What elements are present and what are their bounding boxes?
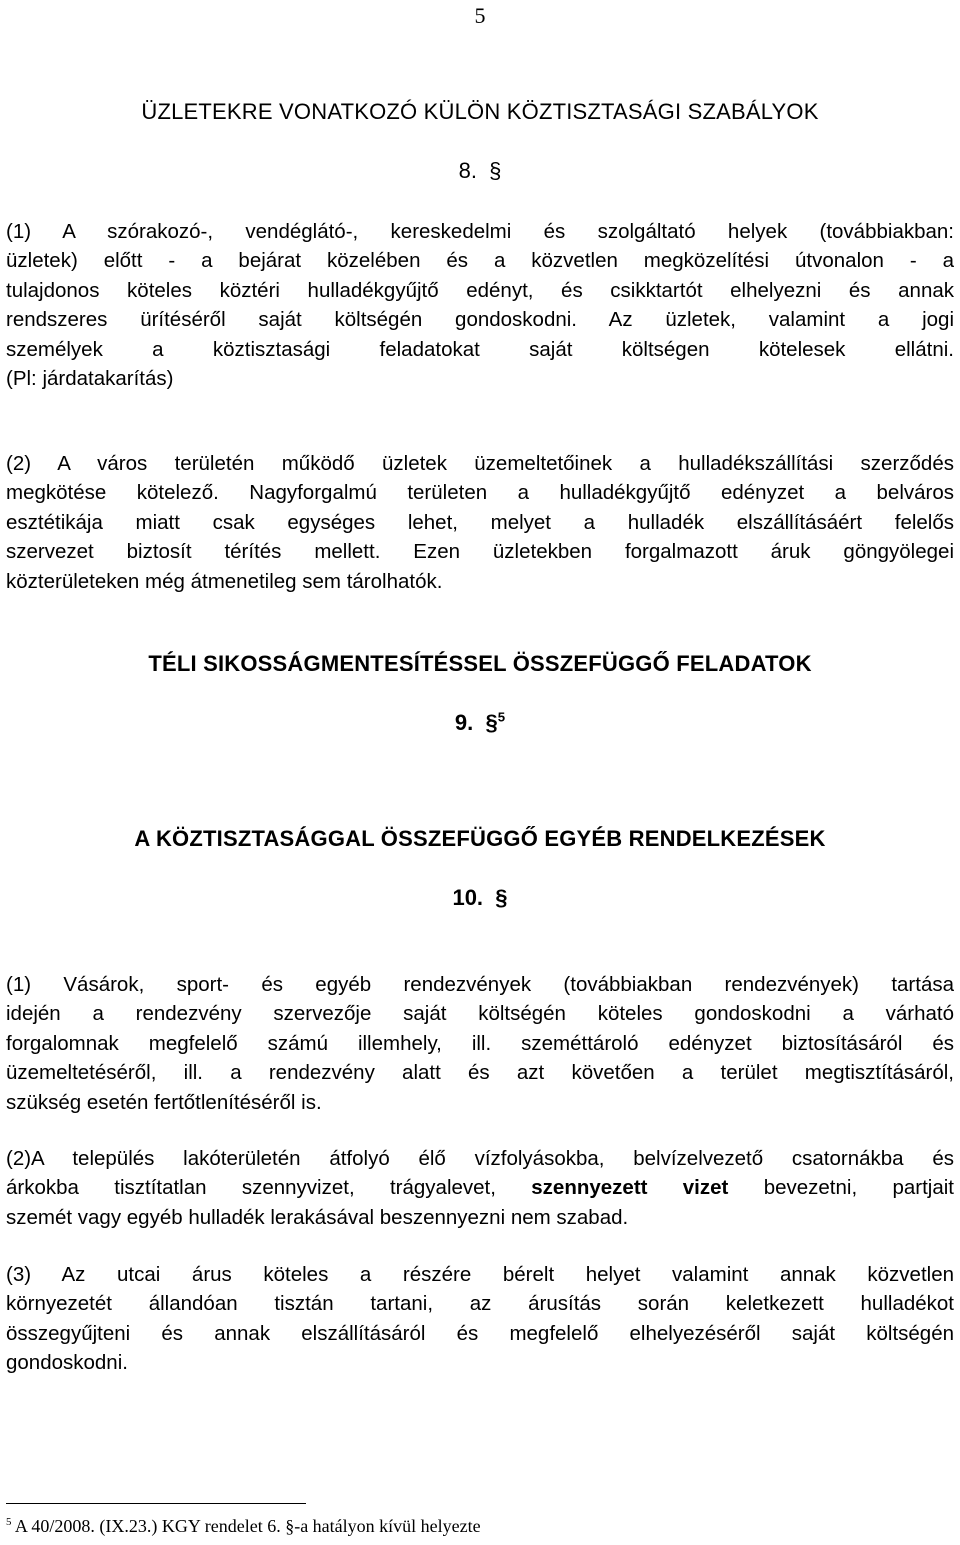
paragraph-10-1 — [6, 970, 954, 1117]
text-line: összegyűjteni és annak elszállításáról és megfelelő elhelyezéséről saját költségén — [6, 1321, 954, 1345]
text-line: környezetét állandóan tisztán tartani, az árusítás során keletkezett hulladékot — [6, 1292, 954, 1316]
text-line: (Pl: járdatakarítás) — [6, 367, 174, 391]
text-segment: bevezetni, partjait — [763, 1176, 954, 1200]
section-number-label: 8. — [458, 158, 477, 183]
section-number-label: 10. — [452, 885, 484, 910]
section-heading-winter: TÉLI SIKOSSÁGMENTESÍTÉSSEL ÖSSZEFÜGGŐ FELADATOK — [148, 651, 812, 676]
text-line: esztétikája miatt csak egységes lehet, melyet a hulladék elszállításáért felelős — [6, 510, 954, 534]
text-line: gondoskodni. — [6, 1351, 128, 1375]
text-line: (2) A város területén működő üzletek üzemeltetőinek a hulladékszállítási szerződés — [6, 452, 954, 475]
text-line: közterületeken még átmenetileg sem tárolhatók. — [6, 569, 443, 593]
emphasis-text: szennyezett vizet — [531, 1176, 729, 1200]
text-segment: árkokba tisztítatlan szennyvizet, trágyalevet, — [6, 1176, 496, 1200]
footnote-separator — [6, 1503, 306, 1504]
section-heading-other: A KÖZTISZTASÁGGAL ÖSSZEFÜGGŐ EGYÉB RENDELKEZÉSEK — [134, 826, 826, 851]
footnote — [6, 1516, 481, 1537]
text-line: üzletek) előtt - a bejárat közelében és a közvetlen megközelítési útvonalon - a — [6, 249, 954, 273]
footnote-reference: 5 — [497, 709, 506, 725]
text-line: (2)A település lakóterületén átfolyó élő vízfolyásokba, belvízelvezető csatornákba és — [6, 1147, 954, 1170]
section-sign: § — [489, 885, 508, 910]
text-line: rendszeres ürítéséről saját költségén gondoskodni. Az üzletek, valamint a jogi — [6, 308, 954, 332]
section-9-number — [0, 710, 960, 736]
footnote-marker: 5 — [6, 1516, 12, 1528]
text-line: üzemeltetéséről, ill. a rendezvény alatt és azt követően a terület megtisztításáról, — [6, 1061, 954, 1085]
text-line: szervezet biztosít térítés mellett. Ezen üzletekben forgalmazott áruk göngyölegei — [6, 540, 954, 564]
footnote-text: A 40/2008. (IX.23.) KGY rendelet 6. §-a hatályon kívül helyezte — [11, 1516, 481, 1536]
paragraph-10-3 — [6, 1260, 954, 1378]
text-line: (3) Az utcai árus köteles a részére bérelt helyet valamint annak közvetlen — [6, 1263, 954, 1286]
text-line: idején a rendezvény szervezője saját költségén köteles gondoskodni a várható — [6, 1002, 954, 1026]
paragraph-8-1 — [6, 217, 954, 393]
paragraph-8-2 — [6, 449, 954, 596]
text-line: tulajdonos köteles köztéri hulladékgyűjtő edényt, és csikktartót elhelyezni és annak — [6, 278, 954, 302]
text-line: (1) Vásárok, sport- és egyéb rendezvények (továbbiakban rendezvények) tartása — [6, 973, 954, 996]
text-line — [6, 1173, 954, 1202]
section-sign: § — [483, 158, 502, 183]
text-line: szükség esetén fertőtlenítéséről is. — [6, 1090, 322, 1114]
section-sign: § — [479, 710, 498, 735]
page-number: 5 — [474, 3, 486, 28]
section-number-label: 9. — [454, 710, 474, 735]
text-line: személyek a köztisztasági feladatokat saját költségen kötelesek ellátni. — [6, 337, 954, 361]
text-line: szemét vagy egyéb hulladék lerakásával beszennyezni nem szabad. — [6, 1205, 629, 1229]
text-line: forgalomnak megfelelő számú illemhely, ill. szeméttároló edényzet biztosításáról és — [6, 1031, 954, 1055]
text-line: megkötése kötelező. Nagyforgalmú területen a hulladékgyűjtő edényzet a belváros — [6, 481, 954, 505]
section-8-number — [0, 158, 960, 184]
paragraph-10-2 — [6, 1144, 954, 1232]
section-10-number — [0, 885, 960, 911]
text-line: (1) A szórakozó-, vendéglátó-, kereskedelmi és szolgáltató helyek (továbbiakban: — [6, 220, 954, 243]
section-heading-shop-rules: ÜZLETEKRE VONATKOZÓ KÜLÖN KÖZTISZTASÁGI SZABÁLYOK — [141, 99, 819, 124]
